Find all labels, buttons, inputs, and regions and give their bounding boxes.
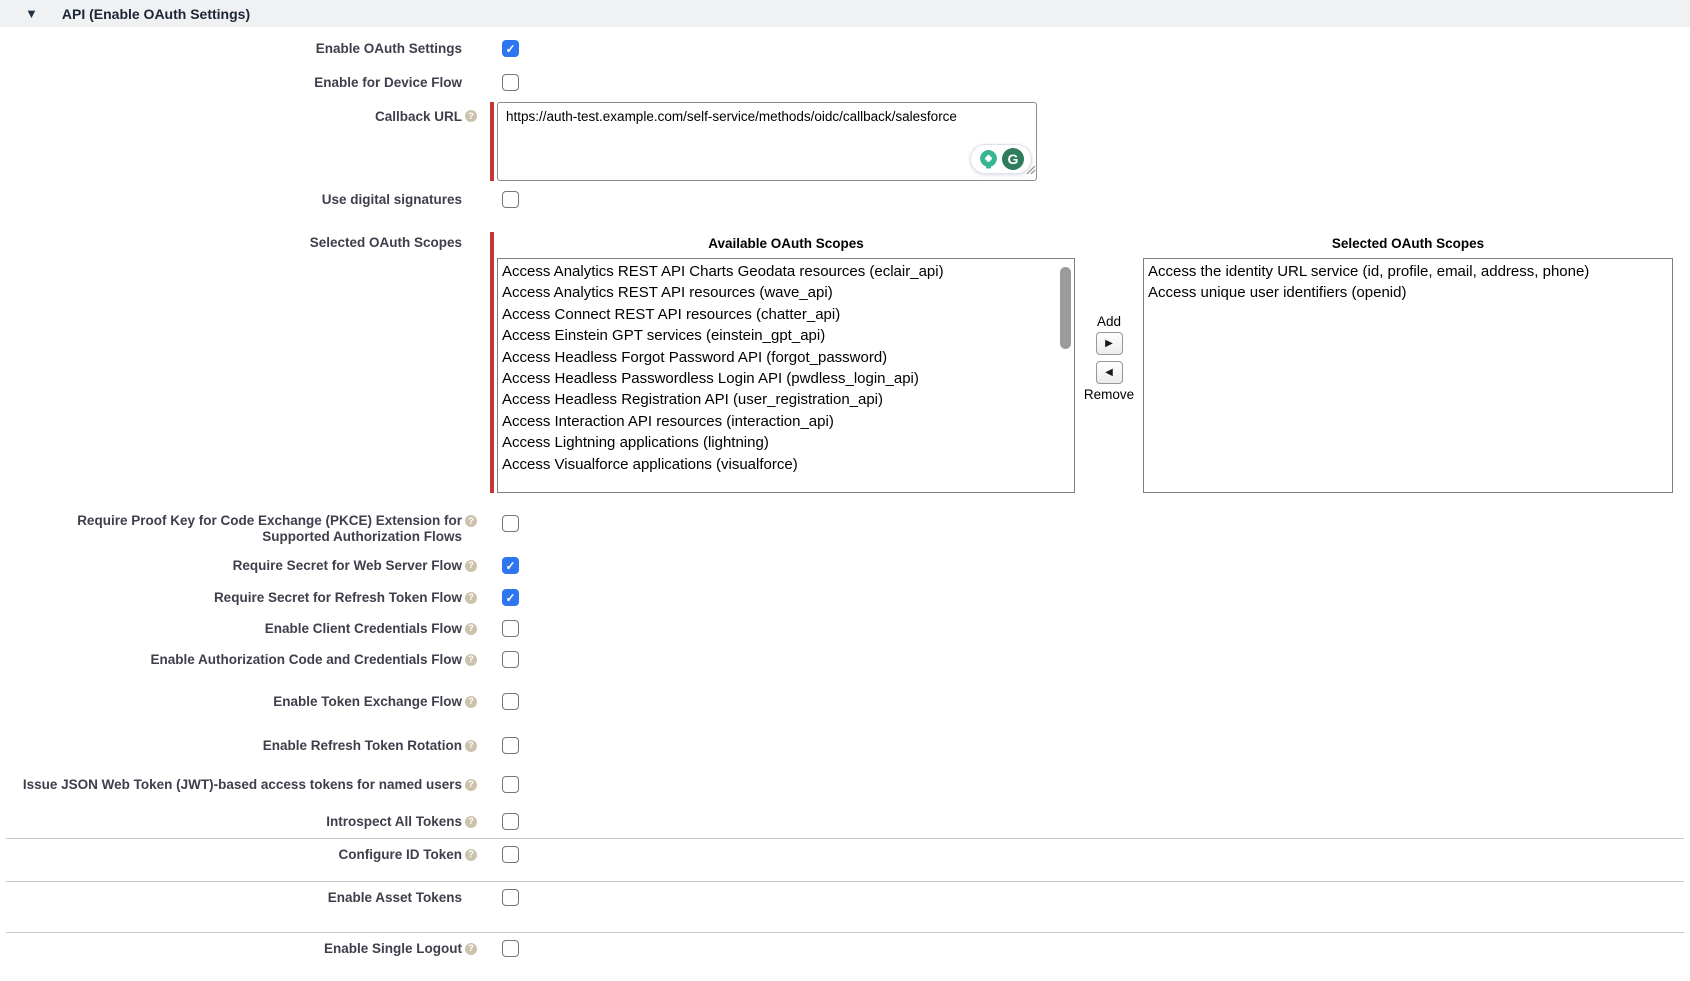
- icon-slot: [462, 513, 478, 527]
- enable-client-credentials-checkbox[interactable]: [502, 620, 519, 637]
- available-scopes-header: Available OAuth Scopes: [708, 236, 864, 251]
- available-scope-option[interactable]: Access Headless Passwordless Login API (pwdless_login_api): [502, 370, 919, 388]
- introspect-all-tokens-checkbox[interactable]: [502, 813, 519, 830]
- field-enable-device-flow: [0, 74, 1690, 91]
- icon-slot: [462, 696, 478, 708]
- divider: [6, 881, 1684, 882]
- field-require-secret-web-server: [0, 557, 1690, 574]
- configure-id-token-checkbox[interactable]: [502, 846, 519, 863]
- help-icon[interactable]: ?: [465, 696, 477, 708]
- icon-slot: [462, 623, 478, 635]
- field-enable-refresh-token-rotation: [0, 737, 1690, 754]
- scrollbar-thumb[interactable]: [1060, 267, 1071, 349]
- enable-oauth-settings-checkbox[interactable]: ✓: [502, 40, 519, 57]
- selected-scopes-listbox[interactable]: [1143, 258, 1673, 493]
- enable-refresh-token-rotation-checkbox[interactable]: [502, 737, 519, 754]
- help-icon[interactable]: ?: [465, 779, 477, 791]
- available-scope-option[interactable]: Access Lightning applications (lightning): [502, 434, 769, 452]
- icon-slot: [462, 740, 478, 752]
- field-label: Require Proof Key for Code Exchange (PKCE) Extension for Supported Authorization Flows: [77, 513, 462, 544]
- field-enable-single-logout: [0, 940, 1690, 957]
- left-arrow-icon: ◀: [1105, 367, 1113, 378]
- issue-jwt-tokens-checkbox[interactable]: [502, 776, 519, 793]
- field-label: Require Secret for Web Server Flow: [232, 557, 462, 573]
- require-pkce-checkbox[interactable]: [502, 515, 519, 532]
- icon-slot: [462, 816, 478, 828]
- selected-scope-option[interactable]: Access the identity URL service (id, profile, email, address, phone): [1148, 263, 1590, 280]
- textarea-resize-handle[interactable]: [1026, 162, 1036, 180]
- grammarly-suggestion-icon[interactable]: [978, 149, 999, 170]
- help-icon[interactable]: ?: [465, 740, 477, 752]
- remove-label: Remove: [1083, 387, 1135, 402]
- icon-slot: [462, 592, 478, 604]
- selected-scope-option[interactable]: Access unique user identifiers (openid): [1148, 284, 1407, 302]
- field-require-pkce: [0, 513, 1690, 545]
- help-icon[interactable]: ?: [465, 849, 477, 861]
- divider: [6, 838, 1684, 839]
- field-use-digital-signatures: [0, 191, 1690, 208]
- field-label: Enable Token Exchange Flow: [273, 693, 462, 709]
- available-scope-option[interactable]: Access Visualforce applications (visualforce): [502, 455, 798, 473]
- icon-slot: [462, 943, 478, 955]
- field-label: Enable Client Credentials Flow: [264, 620, 462, 636]
- field-introspect-all-tokens: [0, 813, 1690, 830]
- enable-device-flow-checkbox[interactable]: [502, 74, 519, 91]
- available-scopes-listbox[interactable]: [497, 258, 1075, 493]
- available-scope-option[interactable]: Access Interaction API resources (interaction_api): [502, 412, 834, 430]
- icon-slot: [462, 102, 478, 122]
- help-icon[interactable]: ?: [465, 943, 477, 955]
- field-selected-oauth-scopes: [0, 232, 1690, 493]
- enable-auth-code-credentials-checkbox[interactable]: [502, 651, 519, 668]
- grammarly-widget[interactable]: [970, 144, 1032, 174]
- field-enable-token-exchange: [0, 693, 1690, 710]
- field-callback-url: [0, 102, 1690, 181]
- enable-single-logout-checkbox[interactable]: [502, 940, 519, 957]
- field-require-secret-refresh-token: [0, 589, 1690, 606]
- icon-slot: [462, 560, 478, 572]
- help-icon[interactable]: ?: [465, 654, 477, 666]
- available-scope-option[interactable]: Access Analytics REST API Charts Geodata resources (eclair_api): [502, 263, 944, 280]
- field-label: Enable Single Logout: [324, 940, 462, 956]
- help-icon[interactable]: ?: [465, 623, 477, 635]
- field-label: Require Secret for Refresh Token Flow: [213, 589, 462, 605]
- available-scope-option[interactable]: Access Analytics REST API resources (wave_api): [502, 284, 833, 302]
- field-enable-client-credentials: [0, 620, 1690, 637]
- field-issue-jwt-tokens: [0, 776, 1690, 793]
- callback-url-input[interactable]: [497, 102, 1037, 181]
- field-label: Selected OAuth Scopes: [309, 235, 462, 250]
- field-label: Use digital signatures: [321, 191, 462, 207]
- use-digital-signatures-checkbox[interactable]: [502, 191, 519, 208]
- help-icon[interactable]: ?: [465, 110, 477, 122]
- available-scope-option[interactable]: Access Connect REST API resources (chatter_api): [502, 305, 841, 323]
- collapse-triangle-icon[interactable]: ▼: [25, 6, 38, 21]
- help-icon[interactable]: ?: [465, 515, 477, 527]
- help-icon[interactable]: ?: [465, 592, 477, 604]
- field-enable-asset-tokens: [0, 889, 1690, 906]
- divider: [6, 932, 1684, 933]
- field-label: Introspect All Tokens: [326, 813, 462, 829]
- available-scope-option[interactable]: Access Headless Forgot Password API (forgot_password): [502, 348, 888, 366]
- icon-slot: [462, 654, 478, 666]
- field-label: Callback URL: [374, 109, 462, 124]
- section-header: [0, 0, 1690, 27]
- section-title: API (Enable OAuth Settings): [61, 5, 251, 22]
- field-label: Enable OAuth Settings: [315, 40, 462, 56]
- enable-token-exchange-checkbox[interactable]: [502, 693, 519, 710]
- icon-slot: [462, 849, 478, 861]
- selected-scopes-header: Selected OAuth Scopes: [1331, 236, 1485, 251]
- require-secret-web-server-checkbox[interactable]: ✓: [502, 557, 519, 574]
- field-enable-auth-code-credentials: [0, 651, 1690, 668]
- field-enable-oauth-settings: [0, 40, 1690, 57]
- field-label: Issue JSON Web Token (JWT)-based access tokens for named users: [22, 776, 462, 792]
- available-scope-option[interactable]: Access Headless Registration API (user_registration_api): [502, 391, 884, 409]
- help-icon[interactable]: ?: [465, 816, 477, 828]
- field-label: Configure ID Token: [338, 846, 462, 862]
- right-arrow-icon: ▶: [1105, 338, 1113, 349]
- icon-slot: [462, 779, 478, 791]
- help-icon[interactable]: ?: [465, 560, 477, 572]
- require-secret-refresh-token-checkbox[interactable]: ✓: [502, 589, 519, 606]
- grammarly-logo-icon[interactable]: G: [1002, 148, 1024, 170]
- available-scope-option[interactable]: Access Einstein GPT services (einstein_gpt_api): [502, 327, 826, 345]
- field-label: Enable for Device Flow: [314, 74, 462, 90]
- required-field-bar: [490, 102, 494, 181]
- required-field-bar: [490, 232, 494, 493]
- add-label: Add: [1096, 314, 1122, 329]
- enable-asset-tokens-checkbox[interactable]: [502, 889, 519, 906]
- add-scope-button[interactable]: [1096, 332, 1123, 355]
- field-label: Enable Asset Tokens: [327, 889, 462, 905]
- field-label: Enable Authorization Code and Credentials Flow: [150, 651, 462, 667]
- field-configure-id-token: [0, 846, 1690, 863]
- remove-scope-button[interactable]: [1096, 361, 1123, 384]
- field-label: Enable Refresh Token Rotation: [262, 737, 462, 753]
